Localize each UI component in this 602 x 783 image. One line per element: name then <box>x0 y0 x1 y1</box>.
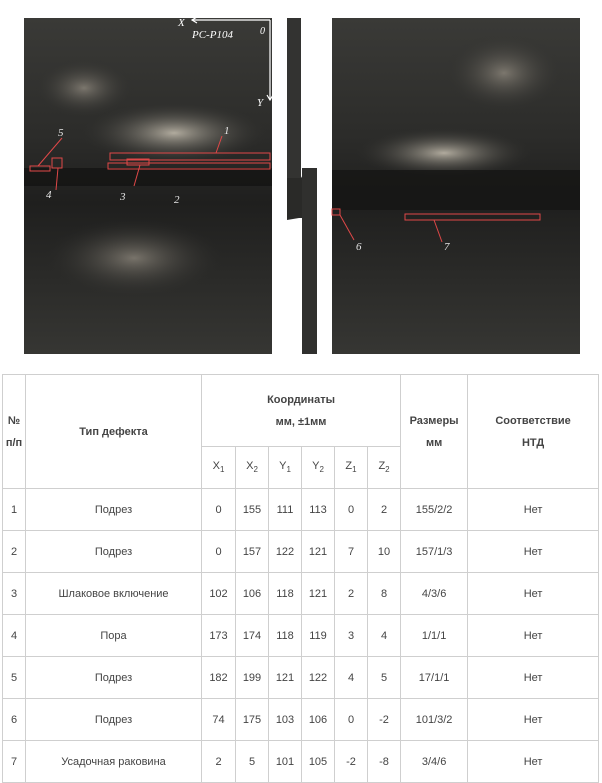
cell-y2: 121 <box>302 531 335 573</box>
header-coordinates-l1: Координаты <box>267 393 335 406</box>
cell-x2: 106 <box>236 573 269 615</box>
cell-size: 155/2/2 <box>401 489 468 531</box>
cell-type: Подрез <box>26 657 202 699</box>
weld-specimen-photo <box>24 18 580 354</box>
origin-label: 0 <box>260 26 265 37</box>
coord-header-sub: 1 <box>219 465 225 475</box>
cell-z1: 0 <box>335 489 368 531</box>
cell-y2: 122 <box>302 657 335 699</box>
header-number-l2: п/п <box>5 436 23 449</box>
cell-n: 4 <box>3 615 26 657</box>
cell-x2: 157 <box>236 531 269 573</box>
cell-y1: 111 <box>269 489 302 531</box>
cell-x2: 175 <box>236 699 269 741</box>
cell-z1: 4 <box>335 657 368 699</box>
cell-y1: 103 <box>269 699 302 741</box>
coord-header-y1 <box>269 447 302 489</box>
cell-x1: 102 <box>202 573 236 615</box>
coord-header-y2 <box>302 447 335 489</box>
cell-y1: 118 <box>269 615 302 657</box>
header-type: Тип дефекта <box>26 375 202 489</box>
cell-ntd: Нет <box>468 531 599 573</box>
cell-type: Пора <box>26 615 202 657</box>
table-row <box>3 573 599 615</box>
cell-ntd: Нет <box>468 615 599 657</box>
cell-y1: 118 <box>269 573 302 615</box>
cell-y2: 121 <box>302 573 335 615</box>
cell-z1: 0 <box>335 699 368 741</box>
coord-header-z2 <box>368 447 401 489</box>
cell-z1: 2 <box>335 573 368 615</box>
header-number-l1: № <box>7 414 21 427</box>
cell-ntd: Нет <box>468 573 599 615</box>
coord-header-sub: 2 <box>253 465 258 475</box>
cell-z1: -2 <box>335 741 368 783</box>
cell-x2: 174 <box>236 615 269 657</box>
cell-x1: 74 <box>202 699 236 741</box>
cell-x1: 182 <box>202 657 236 699</box>
cell-x2: 199 <box>236 657 269 699</box>
coord-header-base: X <box>246 460 254 473</box>
table-row <box>3 741 599 783</box>
cell-x2: 155 <box>236 489 269 531</box>
coord-header-z1 <box>335 447 368 489</box>
table-row <box>3 615 599 657</box>
cell-y1: 122 <box>269 531 302 573</box>
cell-z2: 4 <box>368 615 401 657</box>
specimen-id: РС-Р104 <box>192 29 233 41</box>
axis-x-label: X <box>178 18 185 29</box>
cell-n: 5 <box>3 657 26 699</box>
header-size <box>401 375 468 489</box>
cell-x1: 0 <box>202 489 236 531</box>
defect-label-3: 3 <box>120 191 126 203</box>
coord-header-x2 <box>236 447 269 489</box>
defects-table <box>2 374 599 783</box>
cell-y1: 101 <box>269 741 302 783</box>
cell-type: Усадочная раковина <box>26 741 202 783</box>
cell-y2: 106 <box>302 699 335 741</box>
header-number <box>3 375 26 489</box>
cell-ntd: Нет <box>468 489 599 531</box>
defect-label-2: 2 <box>174 194 180 206</box>
coord-header-base: Y <box>279 460 287 473</box>
cell-z1: 7 <box>335 531 368 573</box>
cell-size: 1/1/1 <box>401 615 468 657</box>
cell-ntd: Нет <box>468 741 599 783</box>
table-row <box>3 699 599 741</box>
table-row <box>3 657 599 699</box>
cell-n: 3 <box>3 573 26 615</box>
defect-label-4: 4 <box>46 189 52 201</box>
cell-size: 101/3/2 <box>401 699 468 741</box>
defect-label-5: 5 <box>58 127 64 139</box>
cell-z2: 2 <box>368 489 401 531</box>
coord-header-x1 <box>202 447 236 489</box>
cell-z2: 10 <box>368 531 401 573</box>
coord-header-base: Z <box>378 460 386 473</box>
header-ntd-l2: НТД <box>521 436 545 449</box>
defect-label-6: 6 <box>356 241 362 253</box>
table-row <box>3 489 599 531</box>
cell-size: 3/4/6 <box>401 741 468 783</box>
header-ntd-l1: Соответствие <box>495 414 571 427</box>
coord-header-sub: 2 <box>319 465 324 475</box>
cell-type: Подрез <box>26 531 202 573</box>
cell-size: 4/3/6 <box>401 573 468 615</box>
header-size-l2: мм <box>425 436 443 449</box>
cross-section <box>287 18 317 354</box>
cell-x2: 5 <box>236 741 269 783</box>
cell-type: Подрез <box>26 489 202 531</box>
coord-header-base: Y <box>312 460 320 473</box>
cell-z2: -8 <box>368 741 401 783</box>
cell-x1: 2 <box>202 741 236 783</box>
defect-label-7: 7 <box>444 241 450 253</box>
table-row <box>3 531 599 573</box>
cell-n: 7 <box>3 741 26 783</box>
header-coordinates <box>202 375 401 447</box>
cell-y2: 105 <box>302 741 335 783</box>
cell-z2: 5 <box>368 657 401 699</box>
coord-header-base: Z <box>345 460 353 473</box>
cell-type: Подрез <box>26 699 202 741</box>
cell-z2: 8 <box>368 573 401 615</box>
cell-x1: 0 <box>202 531 236 573</box>
coord-header-sub: 1 <box>352 465 357 475</box>
cell-y2: 119 <box>302 615 335 657</box>
cell-x1: 173 <box>202 615 236 657</box>
cell-size: 17/1/1 <box>401 657 468 699</box>
cell-n: 1 <box>3 489 26 531</box>
coord-header-sub: 1 <box>286 465 291 475</box>
header-ntd <box>468 375 599 489</box>
cell-n: 2 <box>3 531 26 573</box>
cell-y2: 113 <box>302 489 335 531</box>
cell-z2: -2 <box>368 699 401 741</box>
cell-y1: 121 <box>269 657 302 699</box>
defect-label-1: 1 <box>224 125 230 137</box>
cell-ntd: Нет <box>468 699 599 741</box>
header-size-l1: Размеры <box>409 414 459 427</box>
axis-y-label: Y <box>257 97 264 109</box>
cell-size: 157/1/3 <box>401 531 468 573</box>
cell-n: 6 <box>3 699 26 741</box>
cell-z1: 3 <box>335 615 368 657</box>
coord-header-sub: 2 <box>385 465 390 475</box>
cell-ntd: Нет <box>468 657 599 699</box>
cell-type: Шлаковое включение <box>26 573 202 615</box>
coord-header-base: X <box>212 460 220 473</box>
header-coordinates-l2: мм, ±1мм <box>275 415 327 428</box>
